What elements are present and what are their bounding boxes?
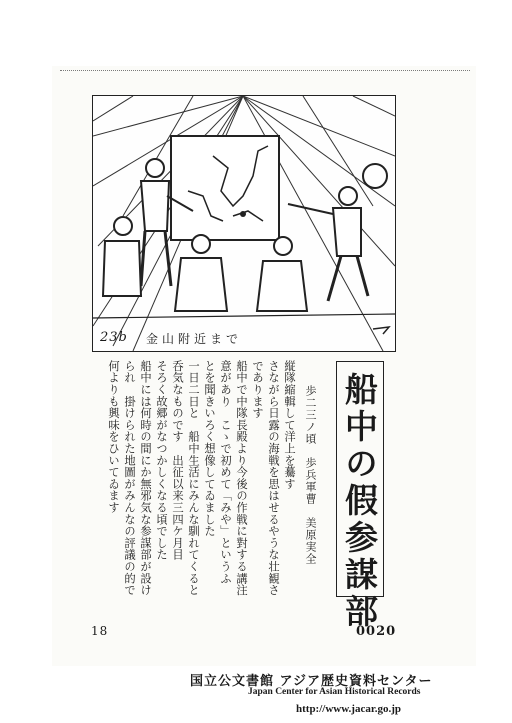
article-title: 船中の假参謀部	[340, 372, 379, 631]
footer-organization-en: Japan Center for Asian Historical Records	[248, 687, 421, 697]
top-dotted-rule	[60, 70, 470, 71]
body-line: そろく故郷がなつかしくなる頃でした	[155, 360, 168, 561]
article-byline: 歩二三ノ頃 歩兵軍曹 美原実全	[304, 385, 317, 565]
body-line: 意があり こゝで初めて「みや」というふ	[219, 360, 232, 585]
reference-number: 0020	[356, 624, 397, 639]
footer-organization-jp: 国立公文書館 アジア歴史資料センター	[190, 674, 433, 689]
footer-url-link[interactable]: http://www.jacar.go.jp	[296, 703, 402, 715]
body-line: 船中には何時の間にか無邪気な参謀部が設け	[139, 360, 152, 596]
illustration-ship-briefing	[92, 95, 396, 352]
body-line: であります	[251, 360, 264, 419]
body-line: 縦隊縮輯して洋上を驀す	[283, 360, 296, 490]
illustration-caption: 金山附近まで	[146, 332, 243, 346]
body-line: 何よりも興味をひいてゐます	[107, 360, 120, 514]
body-line: 船中で中隊長殿より今後の作戦に對する講注	[235, 360, 248, 596]
body-line: 呑気なものです 出征以来三四ケ月目	[171, 360, 184, 561]
body-line: 一日二日と 船中生活にみんな馴れてくると	[187, 360, 200, 596]
body-line: さながら日露の海戦を思はせるやうな壮観さ	[267, 360, 280, 596]
body-line: られ 掛けられた地圖がみんなの評議の的で	[123, 360, 136, 596]
illustration-drawing	[93, 96, 395, 351]
body-line: とを聞きいろく想像してゐました	[203, 360, 216, 537]
illustration-number: 23b	[100, 330, 128, 345]
page-number: 18	[91, 624, 109, 638]
